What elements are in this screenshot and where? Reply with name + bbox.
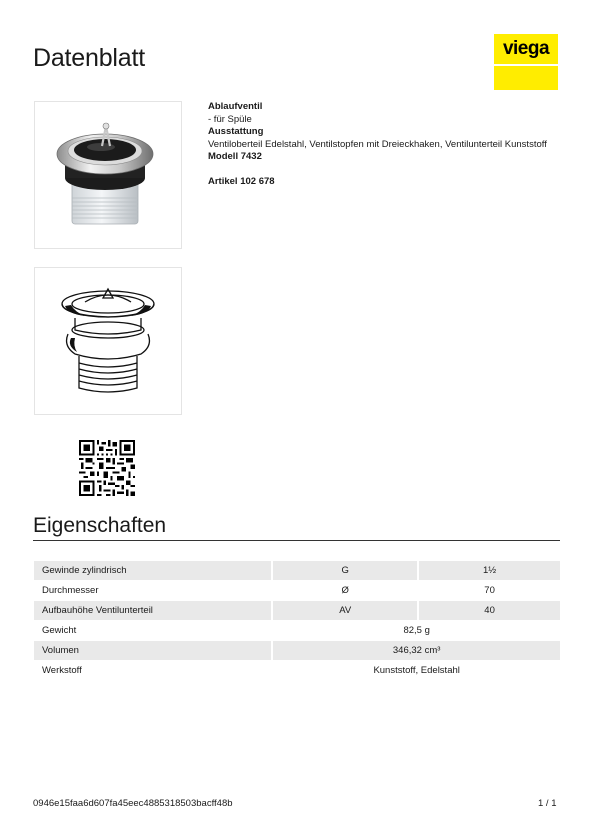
product-drawing: [34, 267, 182, 415]
properties-title: Eigenschaften: [33, 514, 167, 537]
equipment-label: Ausstattung: [208, 126, 264, 137]
property-label: Gewicht: [34, 621, 271, 640]
section-divider: [33, 540, 560, 541]
logo-yellow-bar: [494, 66, 558, 90]
property-label: Volumen: [34, 641, 271, 660]
table-row: [34, 561, 560, 580]
property-value: 70: [417, 581, 560, 600]
equipment-text: Ventiloberteil Edelstahl, Ventilstopfen mit Dreieckhaken, Ventilunterteil Kunststoff: [208, 138, 547, 150]
logo-wordmark: viega: [494, 34, 558, 64]
table-row: [34, 601, 560, 620]
property-value: 1½: [417, 561, 560, 580]
property-symbol: G: [271, 561, 417, 580]
product-usage: - für Spüle: [208, 113, 252, 125]
property-value: 40: [417, 601, 560, 620]
page-number: 1 / 1: [538, 798, 557, 809]
product-name: Ablaufventil: [208, 101, 263, 112]
property-symbol: Ø: [271, 581, 417, 600]
qr-code-icon[interactable]: [79, 440, 135, 496]
product-photo: [34, 101, 182, 249]
property-label: Werkstoff: [34, 661, 271, 680]
document-id: 0946e15faa6d607fa45eec4885318503bacff48b: [33, 798, 233, 809]
properties-table: [34, 560, 560, 681]
property-value: 346,32 cm³: [271, 641, 560, 660]
product-info: [208, 101, 553, 188]
table-row: [34, 581, 560, 600]
property-symbol: AV: [271, 601, 417, 620]
table-row: [34, 641, 560, 660]
property-value: Kunststoff, Edelstahl: [271, 661, 560, 680]
property-label: Durchmesser: [34, 581, 271, 600]
table-row: [34, 621, 560, 640]
viega-logo: [494, 34, 558, 90]
page-title: Datenblatt: [33, 44, 145, 72]
property-label: Gewinde zylindrisch: [34, 561, 271, 580]
valve-photo-icon: [35, 102, 181, 248]
valve-drawing-icon: [35, 268, 181, 414]
table-row: [34, 661, 560, 680]
property-value: 82,5 g: [271, 621, 560, 640]
property-label: Aufbauhöhe Ventilunterteil: [34, 601, 271, 620]
article-number: Artikel 102 678: [208, 175, 275, 187]
product-model: Modell 7432: [208, 151, 262, 162]
